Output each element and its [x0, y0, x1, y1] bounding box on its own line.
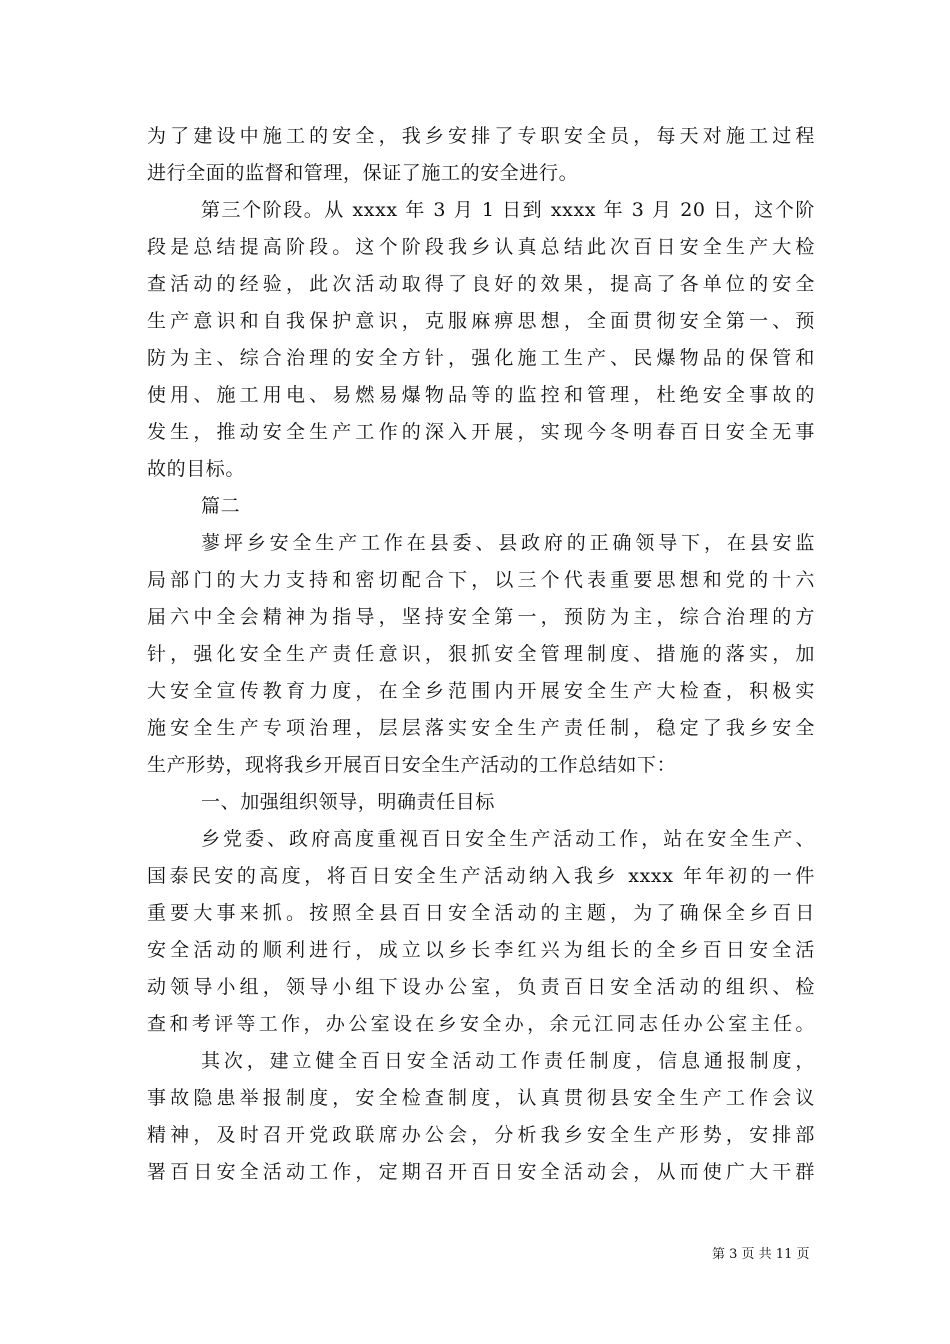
text-line: 生产意识和自我保护意识，克服麻痹思想，全面贯彻安全第一、预	[147, 310, 815, 332]
text-line: 生产形势，现将我乡开展百日安全生产活动的工作总结如下：	[147, 754, 677, 776]
document-body	[147, 118, 815, 1191]
text-line: 国泰民安的高度，将百日安全生产活动纳入我乡 xxxx 年年初的一件	[147, 865, 815, 887]
text-line: 动领导小组，领导小组下设办公室，负责百日安全活动的组织、检	[147, 976, 815, 998]
text-line: 故的目标。	[147, 458, 246, 480]
text-line: 施安全生产专项治理，层层落实安全生产责任制，稳定了我乡安全	[147, 717, 815, 739]
text-line: 一、加强组织领导，明确责任目标	[201, 791, 496, 813]
text-line: 使用、施工用电、易燃易爆物品等的监控和管理，杜绝安全事故的	[147, 384, 815, 406]
text-line: 篇二	[201, 495, 241, 517]
text-line: 重要大事来抓。按照全县百日安全活动的主题，为了确保全乡百日	[147, 902, 815, 924]
text-line: 段是总结提高阶段。这个阶段我乡认真总结此次百日安全生产大检	[147, 236, 815, 258]
text-line: 安全活动的顺利进行，成立以乡长李红兴为组长的全乡百日安全活	[147, 939, 815, 961]
text-line: 局部门的大力支持和密切配合下，以三个代表重要思想和党的十六	[147, 569, 815, 591]
text-line: 蓼坪乡安全生产工作在县委、县政府的正确领导下，在县安监	[201, 532, 815, 554]
text-line: 查和考评等工作，办公室设在乡安全办，余元江同志任办公室主任。	[147, 1013, 815, 1035]
text-line: 其次，建立健全百日安全活动工作责任制度，信息通报制度，	[201, 1050, 815, 1072]
text-line: 为了建设中施工的安全，我乡安排了专职安全员，每天对施工过程	[147, 125, 815, 147]
text-line: 精神，及时召开党政联席办公会，分析我乡安全生产形势，安排部	[147, 1124, 815, 1146]
text-line: 防为主、综合治理的安全方针，强化施工生产、民爆物品的保管和	[147, 347, 815, 369]
text-line: 进行全面的监督和管理，保证了施工的安全进行。	[147, 162, 579, 184]
text-line: 针，强化安全生产责任意识，狠抓安全管理制度、措施的落实，加	[147, 643, 815, 665]
text-line: 第三个阶段。从 xxxx 年 3 月 1 日到 xxxx 年 3 月 20 日，这个阶	[201, 199, 815, 221]
text-line: 届六中全会精神为指导，坚持安全第一，预防为主，综合治理的方	[147, 606, 815, 628]
text-line: 乡党委、政府高度重视百日安全生产活动工作，站在安全生产、	[201, 828, 815, 850]
text-line: 事故隐患举报制度，安全检查制度，认真贯彻县安全生产工作会议	[147, 1087, 815, 1109]
text-line: 发生，推动安全生产工作的深入开展，实现今冬明春百日安全无事	[147, 421, 815, 443]
text-line: 署百日安全活动工作，定期召开百日安全活动会，从而使广大干群	[147, 1161, 815, 1183]
text-line: 大安全宣传教育力度，在全乡范围内开展安全生产大检查，积极实	[147, 680, 815, 702]
page-number: 第 3 页 共 11 页	[712, 1247, 810, 1262]
text-line: 查活动的经验，此次活动取得了良好的效果，提高了各单位的安全	[147, 273, 815, 295]
